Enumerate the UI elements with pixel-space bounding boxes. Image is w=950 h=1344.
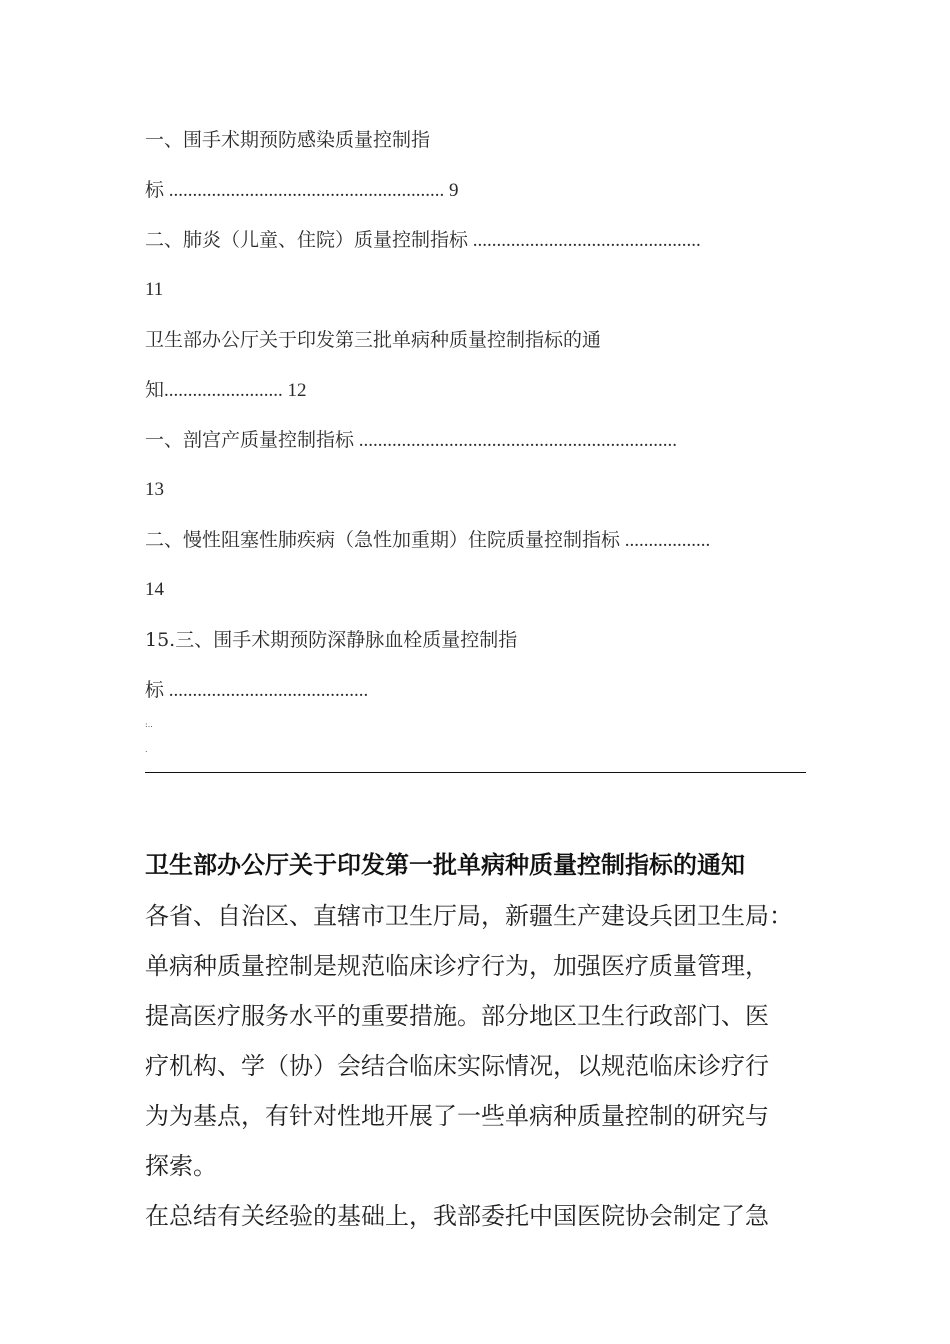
toc-page-number-text: 14	[145, 579, 164, 600]
section-heading: 卫生部办公厅关于印发第一批单病种质量控制指标的通知	[145, 850, 745, 879]
toc-page-number-text: 11	[145, 279, 164, 300]
paragraph-line: 在总结有关经验的基础上，我部委托中国医院协会制定了急	[145, 1202, 769, 1230]
toc-entry-third-batch-notice-cont[interactable]	[145, 378, 307, 403]
toc-entry-pneumonia[interactable]	[145, 228, 701, 253]
stray-mark: .	[145, 745, 148, 754]
toc-entry-text: 卫生部办公厅关于印发第三批单病种质量控制指标的通	[145, 329, 602, 351]
toc-entry-text: 一、剖宫产质量控制指标	[145, 429, 355, 451]
toc-entry-text: 知	[145, 379, 165, 401]
toc-entry-text: 二、肺炎（儿童、住院）质量控制指标	[145, 229, 469, 251]
toc-leader-dots: .........................	[164, 380, 283, 401]
toc-entry-perioperative-infection[interactable]	[145, 128, 430, 152]
toc-entry-perioperative-infection-cont[interactable]	[145, 178, 459, 203]
toc-entry-text: 15.三、围手术期预防深静脉血栓质量控制指	[145, 629, 518, 651]
toc-leader-dots: ...................................................................	[354, 430, 678, 451]
toc-leader-dots: ..........................................	[164, 680, 369, 701]
section-divider	[145, 772, 806, 773]
toc-entry-text: 标	[145, 679, 165, 701]
paragraph-line: 各省、自治区、直辖市卫生厅局，新疆生产建设兵团卫生局：	[145, 902, 793, 930]
paragraph-line: 提高医疗服务水平的重要措施。部分地区卫生行政部门、医	[145, 1002, 769, 1030]
toc-page-number: 9	[444, 180, 459, 201]
toc-page-number-text: 13	[145, 479, 164, 500]
toc-entry-third-batch-notice[interactable]	[145, 328, 601, 352]
toc-entry-text: 一、围手术期预防感染质量控制指	[145, 129, 431, 151]
toc-entry-copd[interactable]	[145, 528, 710, 553]
toc-entry-cesarean[interactable]	[145, 428, 677, 453]
toc-page-number	[145, 578, 164, 602]
toc-page-number: 12	[282, 380, 307, 401]
toc-leader-dots: ..........................................................	[164, 180, 445, 201]
toc-leader-dots: ................................................	[468, 230, 701, 251]
paragraph-line: 为为基点，有针对性地开展了一些单病种质量控制的研究与	[145, 1102, 769, 1130]
stray-mark: :..	[145, 720, 153, 729]
toc-page-number	[145, 478, 164, 502]
toc-leader-dots: ..................	[620, 530, 711, 551]
paragraph-line: 探索。	[145, 1152, 217, 1180]
toc-entry-dvt-cont[interactable]	[145, 678, 368, 703]
toc-entry-text: 标	[145, 179, 165, 201]
toc-entry-dvt[interactable]	[145, 628, 517, 652]
toc-page-number	[145, 278, 163, 302]
paragraph-line: 疗机构、学（协）会结合临床实际情况，以规范临床诊疗行	[145, 1052, 769, 1080]
paragraph-line: 单病种质量控制是规范临床诊疗行为，加强医疗质量管理，	[145, 952, 769, 980]
toc-entry-text: 二、慢性阻塞性肺疾病（急性加重期）住院质量控制指标	[145, 529, 621, 551]
